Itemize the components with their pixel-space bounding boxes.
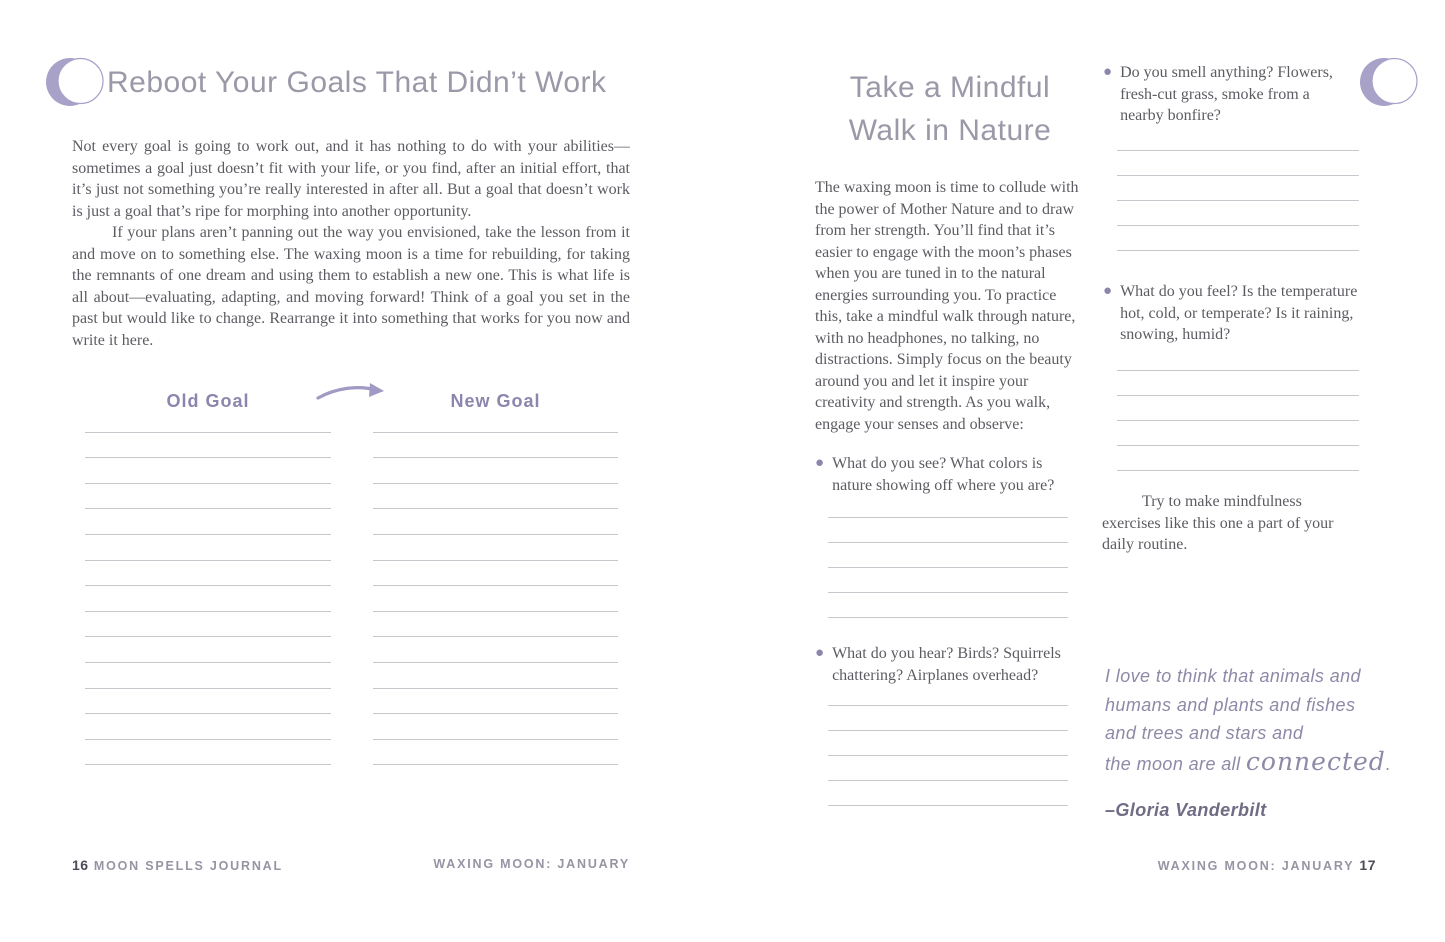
writing-line	[85, 637, 331, 663]
bullet-writing-lines[interactable]	[828, 681, 1068, 806]
writing-line	[828, 681, 1068, 706]
writing-line	[85, 484, 331, 510]
writing-line	[1117, 371, 1359, 396]
quote-period: .	[1385, 753, 1392, 774]
writing-line	[373, 689, 618, 715]
quote-line	[1105, 748, 1405, 779]
writing-line	[828, 781, 1068, 806]
footer-page-number: 16	[72, 857, 89, 873]
closing-paragraph: Try to make mindfulness exercises like this one a part of your daily routine.	[1102, 493, 1334, 553]
page-title: Reboot Your Goals That Didn’t Work	[107, 66, 607, 99]
page-title-line: Walk in Nature	[848, 114, 1052, 147]
writing-line	[828, 593, 1068, 618]
body-paragraph: If your plans aren’t panning out the way you envisioned, take the lesson from it and move on to something else. The waxing moon is a time for rebuilding, for taking the remnants of one dream and using them to establish a new one. This is what life is all about—evaluating, adapting, and moving forward! Think of a goal you set in the past but would like to change. Rearrange it into something that works for you now and write it here.	[72, 224, 630, 349]
intro-text	[72, 136, 630, 351]
writing-line	[828, 518, 1068, 543]
writing-line	[373, 637, 618, 663]
bullet-dot-icon: ●	[815, 455, 825, 471]
writing-line	[373, 433, 618, 459]
writing-line	[1117, 421, 1359, 446]
footer-right	[1116, 857, 1376, 873]
new-goal-label: New Goal	[450, 391, 541, 411]
writing-line	[1117, 446, 1359, 471]
quote-line: humans and plants and fishes	[1105, 694, 1356, 715]
quote-script-word: connected	[1245, 746, 1386, 776]
footer-left	[72, 857, 283, 873]
writing-line	[828, 543, 1068, 568]
writing-line	[1117, 201, 1359, 226]
writing-line	[828, 568, 1068, 593]
writing-line	[85, 586, 331, 612]
footer-page-number: 17	[1359, 857, 1376, 873]
bullet-text: What do you feel? Is the temperature hot, cold, or temperate? Is it raining, snowing, humid?	[1120, 283, 1358, 343]
page-title	[812, 66, 1088, 152]
bullet-text: Do you smell anything? Flowers, fresh-cut grass, smoke from a nearby bonfire?	[1120, 64, 1333, 124]
waxing-moon-icon	[46, 56, 104, 113]
body-paragraph: Not every goal is going to work out, and it has nothing to do with your abilities—sometimes a goal just doesn’t fit with your life, or you find, after an initial effort, that it’s just not something you’re really interested in after all. But a goal that doesn’t work is just a goal that’s ripe for morphing into another opportunity.	[72, 138, 630, 220]
footer-book-title: MOON SPELLS JOURNAL	[93, 859, 283, 873]
writing-line	[828, 731, 1068, 756]
writing-line	[1117, 346, 1359, 371]
writing-line	[373, 740, 618, 766]
writing-line	[85, 407, 331, 433]
bullet-writing-lines[interactable]	[1117, 346, 1359, 471]
right-page	[722, 0, 1445, 942]
old-goal-label: Old Goal	[166, 391, 250, 411]
writing-line	[85, 689, 331, 715]
bullet-dot-icon: ●	[1103, 64, 1113, 80]
waxing-moon-icon	[1360, 56, 1418, 113]
bullet-text: What do you hear? Birds? Squirrels chattering? Airplanes overhead?	[832, 645, 1061, 684]
writing-line	[828, 493, 1068, 518]
writing-line	[85, 458, 331, 484]
intro-text: The waxing moon is time to collude with the power of Mother Nature and to draw from her strength. You’ll find that it’s easier to engage with the moon’s phases when you are tuned in to the natural energies surrounding you. To practice this, take a mindful walk through nature, with no headphones, no talking, no distractions. Simply focus on the beauty around you and let it inspire your creativity and strength. As you walk, engage your senses and observe:	[815, 179, 1079, 433]
writing-line	[373, 407, 618, 433]
quote-line-text: the moon are all	[1105, 753, 1241, 774]
writing-line	[85, 561, 331, 587]
writing-line	[1117, 151, 1359, 176]
left-page	[0, 0, 722, 942]
writing-line	[373, 714, 618, 740]
bullet-item	[1103, 62, 1355, 127]
writing-line	[373, 663, 618, 689]
writing-line	[373, 509, 618, 535]
old-goal-writing-lines[interactable]	[85, 407, 331, 765]
writing-line	[373, 458, 618, 484]
writing-line	[85, 714, 331, 740]
writing-line	[85, 663, 331, 689]
writing-line	[1117, 126, 1359, 151]
writing-line	[85, 535, 331, 561]
footer-section: WAXING MOON: JANUARY	[433, 857, 630, 871]
quote-line: I love to think that animals and	[1105, 666, 1361, 686]
writing-line	[1117, 226, 1359, 251]
writing-line	[373, 561, 618, 587]
writing-line	[85, 509, 331, 535]
writing-line	[828, 756, 1068, 781]
bullet-item	[815, 453, 1085, 496]
bullet-text: What do you see? What colors is nature showing off where you are?	[832, 455, 1055, 494]
writing-line	[85, 740, 331, 766]
writing-line	[1117, 176, 1359, 201]
page-title-line: Take a Mindful	[849, 71, 1051, 104]
writing-line	[1117, 396, 1359, 421]
writing-line	[828, 706, 1068, 731]
quote-line: and trees and stars and	[1105, 723, 1304, 743]
bullet-writing-lines[interactable]	[828, 493, 1068, 618]
bullet-writing-lines[interactable]	[1117, 126, 1359, 251]
bullet-dot-icon: ●	[815, 645, 825, 661]
footer-section: WAXING MOON: JANUARY	[1157, 859, 1355, 873]
new-goal-writing-lines[interactable]	[373, 407, 618, 765]
bullet-dot-icon: ●	[1103, 283, 1113, 299]
writing-line	[373, 586, 618, 612]
quote-block	[1105, 662, 1405, 821]
writing-line	[373, 535, 618, 561]
writing-line	[85, 612, 331, 638]
writing-line	[85, 433, 331, 459]
quote-attribution: –Gloria Vanderbilt	[1105, 800, 1267, 820]
writing-line	[373, 484, 618, 510]
bullet-item	[1103, 281, 1365, 346]
bullet-item	[815, 643, 1087, 686]
writing-line	[373, 612, 618, 638]
